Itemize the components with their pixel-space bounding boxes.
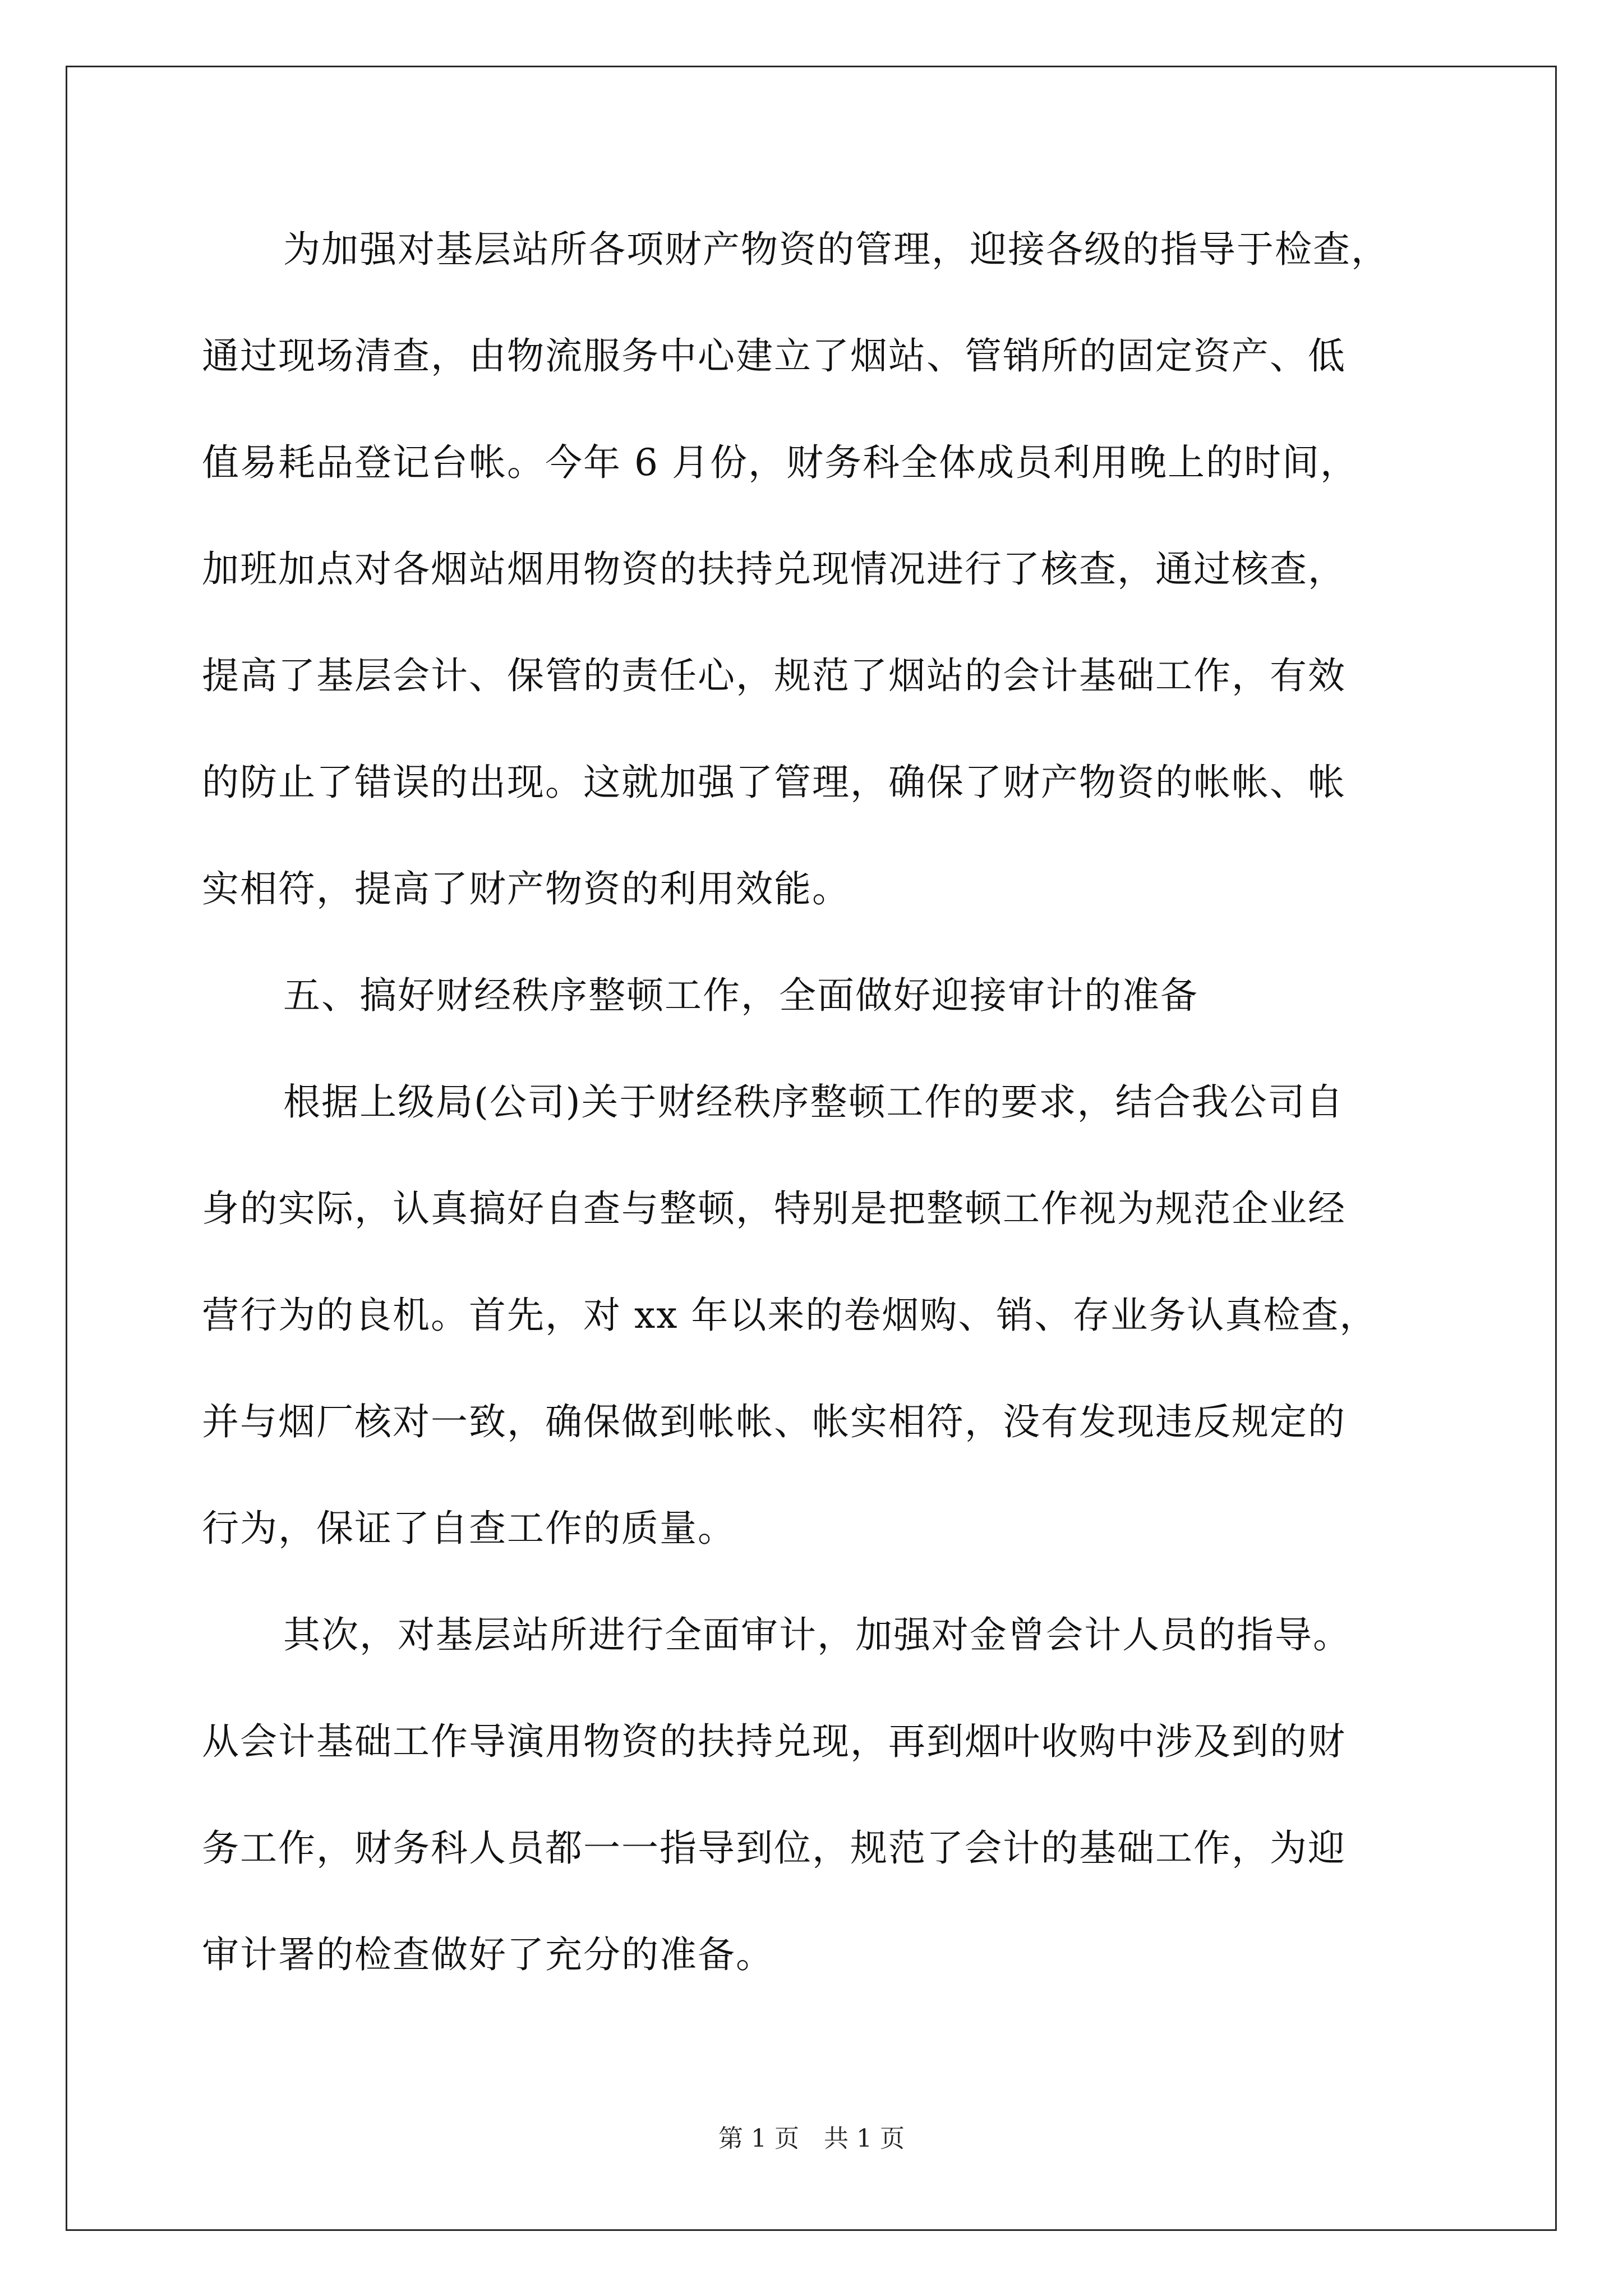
page-footer <box>0 2123 1623 2155</box>
text-line: 加班加点对各烟站烟用物资的扶持兑现情况进行了核查，通过核查， <box>202 547 1346 591</box>
text-line: 的防止了错误的出现。这就加强了管理，确保了财产物资的帐帐、帐 <box>202 761 1346 804</box>
section-heading: 五、搞好财经秩序整顿工作，全面做好迎接审计的准备 <box>283 974 1198 1017</box>
text-line: 营行为的良机。首先，对 xx 年以来的卷烟购、销、存业务认真检查， <box>202 1294 1378 1337</box>
text-line: 通过现场清查，由物流服务中心建立了烟站、管销所的固定资产、低 <box>202 334 1346 378</box>
text-line: 务工作，财务科人员都一一指导到位，规范了会计的基础工作，为迎 <box>202 1826 1346 1870</box>
text-line: 实相符，提高了财产物资的利用效能。 <box>202 867 850 910</box>
text-line: 根据上级局(公司)关于财经秩序整顿工作的要求，结合我公司自 <box>283 1080 1344 1124</box>
text-line: 其次，对基层站所进行全面审计，加强对金曾会计人员的指导。 <box>283 1613 1351 1657</box>
text-line: 并与烟厂核对一致，确保做到帐帐、帐实相符，没有发现违反规定的 <box>202 1400 1346 1443</box>
text-line: 行为，保证了自查工作的质量。 <box>202 1507 736 1550</box>
text-line: 值易耗品登记台帐。今年 6 月份，财务科全体成员利用晚上的时间， <box>202 441 1358 484</box>
text-line: 审计署的检查做好了充分的准备。 <box>202 1933 774 1976</box>
text-line: 提高了基层会计、保管的责任心，规范了烟站的会计基础工作，有效 <box>202 654 1346 697</box>
page-count: 共 1 页 <box>824 2124 905 2153</box>
text-line: 身的实际，认真搞好自查与整顿，特别是把整顿工作视为规范企业经 <box>202 1187 1346 1230</box>
text-line: 从会计基础工作导演用物资的扶持兑现，再到烟叶收购中涉及到的财 <box>202 1720 1346 1763</box>
page-number: 第 1 页 <box>718 2124 799 2153</box>
text-line: 为加强对基层站所各项财产物资的管理，迎接各级的指导于检查， <box>283 228 1389 271</box>
